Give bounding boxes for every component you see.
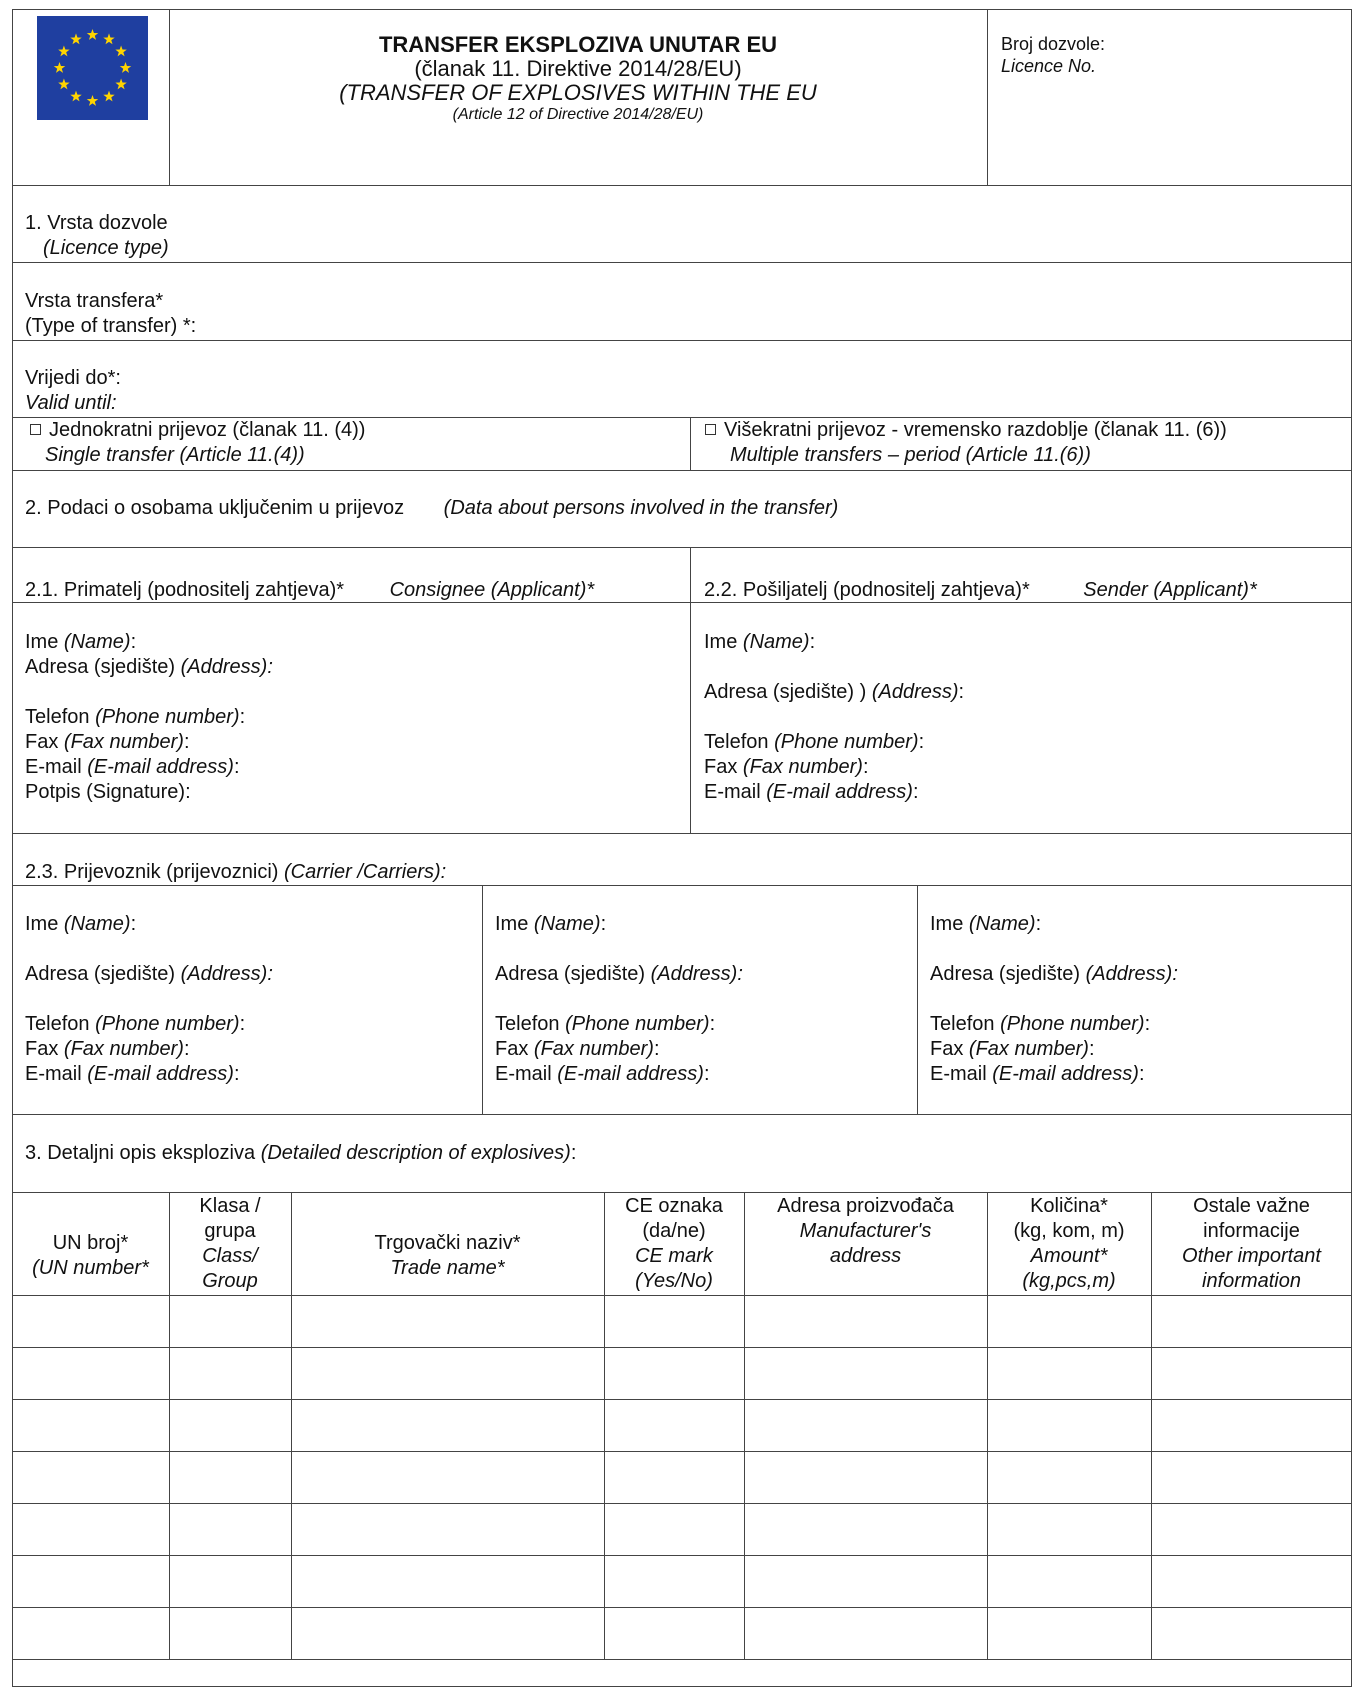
- table-input-cell[interactable]: [604, 1503, 744, 1555]
- table-input-cell[interactable]: [291, 1607, 604, 1659]
- column-header-label-en: Manufacturer's: [799, 1220, 932, 1242]
- multiple-transfer-option[interactable]: [705, 418, 1227, 468]
- divider: [12, 185, 1352, 186]
- email-label-en: (E-mail address): [87, 1063, 234, 1085]
- table-input-cell[interactable]: [12, 1555, 169, 1607]
- email-label: E-mail: [25, 1063, 82, 1085]
- divider: [690, 417, 691, 470]
- consignee-signature-field[interactable]: Potpis (Signature):: [25, 781, 191, 803]
- column-header-label-en: CE mark: [635, 1245, 713, 1267]
- column-header-label: (da/ne): [642, 1220, 706, 1242]
- table-input-cell[interactable]: [987, 1347, 1151, 1399]
- page-subtitle: (članak 11. Direktive 2014/28/EU): [414, 56, 742, 81]
- page-subtitle-en: (Article 12 of Directive 2014/28/EU): [452, 106, 704, 123]
- fax-label-en: (Fax number): [742, 756, 863, 778]
- phone-label: Telefon: [25, 1013, 90, 1035]
- table-input-cell[interactable]: [744, 1555, 987, 1607]
- single-transfer-label: Jednokratni prijevoz (članak 11. (4)): [49, 419, 366, 441]
- column-header-label: UN broj*: [52, 1232, 129, 1254]
- licence-type-label: 1. Vrsta dozvole: [25, 212, 168, 234]
- carrier-title-label-en: (Carrier /Carriers):: [283, 861, 447, 883]
- table-input-cell[interactable]: [12, 1295, 169, 1347]
- table-input-cell[interactable]: [12, 1607, 169, 1659]
- header-divider-right: [987, 9, 988, 185]
- table-input-cell[interactable]: [291, 1347, 604, 1399]
- divider: [917, 885, 918, 1114]
- table-input-cell[interactable]: [291, 1295, 604, 1347]
- address-label-en: (Address): [180, 963, 268, 985]
- table-input-cell[interactable]: [744, 1399, 987, 1451]
- eu-stars-icon: [37, 16, 148, 120]
- name-label-en: (Name): [63, 631, 131, 653]
- table-input-cell[interactable]: [604, 1399, 744, 1451]
- header-title-block: [169, 33, 987, 125]
- name-label-en: (Name): [63, 913, 131, 935]
- table-input-cell[interactable]: [1151, 1347, 1352, 1399]
- column-header-label: informacije: [1203, 1220, 1300, 1242]
- column-header-label-en: Group: [202, 1270, 258, 1292]
- address-label-en: (Address): [650, 963, 738, 985]
- table-input-cell[interactable]: [1151, 1607, 1352, 1659]
- consignee-address-field[interactable]: Adresa (sjedište) (Address):: [25, 656, 273, 678]
- address-label: Adresa (sjedište) ): [704, 681, 867, 703]
- email-label-en: (E-mail address): [87, 756, 234, 778]
- transfer-type-label-en: (Type of transfer) *:: [25, 315, 197, 337]
- licence-number-label: Broj dozvole:: [1001, 34, 1106, 54]
- page-title-en: (TRANSFER OF EXPLOSIVES WITHIN THE EU: [339, 80, 817, 105]
- divider: [12, 470, 1352, 471]
- consignee-title-label: 2.1. Primatelj (podnositelj zahtjeva)*: [25, 579, 345, 601]
- sender-phone-field[interactable]: Telefon (Phone number):: [704, 731, 925, 753]
- column-header-label-en: Class/: [202, 1245, 258, 1267]
- eu-star-icon: [70, 91, 81, 102]
- single-transfer-option[interactable]: [30, 418, 365, 468]
- table-input-cell[interactable]: [987, 1399, 1151, 1451]
- column-header-label: Klasa /: [199, 1195, 261, 1217]
- column-header-label: (kg, kom, m): [1013, 1220, 1125, 1242]
- consignee-title: [25, 578, 594, 603]
- column-header-label-en: Amount*: [1030, 1245, 1108, 1267]
- divider: [12, 885, 1352, 886]
- transfer-type-field[interactable]: [25, 289, 196, 339]
- carrier-title-label: 2.3. Prijevoznik (prijevoznici): [25, 861, 279, 883]
- consignee-block[interactable]: [25, 630, 273, 805]
- consignee-fax-field[interactable]: Fax (Fax number):: [25, 731, 190, 753]
- column-header-label-en: (kg,pcs,m): [1022, 1270, 1116, 1292]
- table-input-cell[interactable]: [987, 1503, 1151, 1555]
- name-label: Ime: [930, 913, 964, 935]
- table-input-cell[interactable]: [744, 1451, 987, 1503]
- table-input-cell[interactable]: [604, 1555, 744, 1607]
- licence-number-label-en: Licence No.: [1001, 56, 1097, 76]
- sender-block[interactable]: [704, 630, 964, 805]
- sender-title-label-en: Sender (Applicant)*: [1083, 579, 1257, 601]
- transfer-type-label: Vrsta transfera*: [25, 290, 164, 312]
- address-label: Adresa (sjedište): [495, 963, 646, 985]
- eu-star-icon: [58, 46, 69, 57]
- name-label-en: (Name): [533, 913, 601, 935]
- name-label: Ime: [495, 913, 529, 935]
- persons-label: 2. Podaci o osobama uključenim u prijevoz: [25, 497, 405, 519]
- multiple-transfer-checkbox[interactable]: [705, 424, 716, 435]
- carrier-2-block[interactable]: Ime (Name): Adresa (sjedište) (Address): Telefon (Phone number): Fax (Fax number): E-mail (E-mail address):: [495, 913, 743, 1085]
- table-input-cell[interactable]: [12, 1399, 169, 1451]
- phone-label-en: (Phone number): [95, 706, 240, 728]
- column-header-label-en: (UN number*: [32, 1257, 149, 1279]
- eu-star-icon: [87, 95, 98, 106]
- table-row-divider: [12, 1659, 1352, 1660]
- fax-label: Fax: [930, 1038, 964, 1060]
- phone-label: Telefon: [930, 1013, 995, 1035]
- divider: [482, 885, 483, 1114]
- column-header-label: Adresa proizvođača: [777, 1195, 954, 1217]
- sender-title-label: 2.2. Pošiljatelj (podnositelj zahtjeva)*: [704, 579, 1030, 601]
- multiple-transfer-label-en: Multiple transfers – period (Article 11.(6)): [730, 444, 1091, 466]
- table-input-cell[interactable]: [12, 1451, 169, 1503]
- table-input-cell[interactable]: [744, 1607, 987, 1659]
- table-header-cell: [12, 1231, 169, 1281]
- address-label: Adresa (sjedište): [25, 963, 176, 985]
- section-1-title: [25, 211, 169, 261]
- table-header-cell: [169, 1194, 291, 1294]
- table-input-cell[interactable]: [291, 1555, 604, 1607]
- column-header-label-en: Other important: [1182, 1245, 1321, 1267]
- table-input-cell[interactable]: [12, 1503, 169, 1555]
- table-input-cell[interactable]: [291, 1503, 604, 1555]
- eu-star-icon: [115, 79, 126, 90]
- table-input-cell[interactable]: [987, 1555, 1151, 1607]
- name-label: Ime: [704, 631, 738, 653]
- table-input-cell[interactable]: [1151, 1555, 1352, 1607]
- table-input-cell[interactable]: [744, 1295, 987, 1347]
- sender-name-field[interactable]: Ime (Name):: [704, 631, 816, 653]
- consignee-name-field[interactable]: Ime (Name):: [25, 631, 137, 653]
- table-input-cell[interactable]: [1151, 1399, 1352, 1451]
- column-header-label: Trgovački naziv*: [374, 1232, 521, 1254]
- table-input-cell[interactable]: [291, 1451, 604, 1503]
- multiple-transfer-label: Višekratni prijevoz - vremensko razdoblje (članak 11. (6)): [724, 419, 1227, 441]
- persons-label-en: (Data about persons involved in the transfer): [443, 497, 839, 519]
- divider: [690, 547, 691, 833]
- valid-until-label: Vrijedi do*:: [25, 367, 121, 389]
- divider: [12, 262, 1352, 263]
- fax-label-en: (Fax number): [533, 1038, 654, 1060]
- table-input-cell[interactable]: [169, 1503, 291, 1555]
- table-input-cell[interactable]: [744, 1347, 987, 1399]
- single-transfer-label-en: Single transfer (Article 11.(4)): [45, 444, 305, 466]
- address-label: Adresa (sjedište): [930, 963, 1081, 985]
- table-input-cell[interactable]: [169, 1399, 291, 1451]
- email-label: E-mail: [495, 1063, 552, 1085]
- table-input-cell[interactable]: [604, 1607, 744, 1659]
- table-input-cell[interactable]: [744, 1503, 987, 1555]
- phone-label-en: (Phone number): [1000, 1013, 1145, 1035]
- email-label: E-mail: [930, 1063, 987, 1085]
- column-header-label-en: (Yes/No): [635, 1270, 713, 1292]
- valid-until-label-en: Valid until:: [25, 392, 117, 414]
- sender-email-field[interactable]: E-mail (E-mail address):: [704, 781, 919, 803]
- table-input-cell[interactable]: [169, 1295, 291, 1347]
- table-input-cell[interactable]: [604, 1451, 744, 1503]
- eu-star-icon: [87, 29, 98, 40]
- licence-number-field[interactable]: [1001, 33, 1105, 77]
- eu-star-icon: [58, 79, 69, 90]
- column-header-label: Količina*: [1030, 1195, 1108, 1217]
- column-header-label: grupa: [204, 1220, 256, 1242]
- table-header-cell: [604, 1194, 744, 1294]
- table-input-cell[interactable]: [169, 1347, 291, 1399]
- table-input-cell[interactable]: [1151, 1451, 1352, 1503]
- eu-star-icon: [103, 33, 114, 44]
- table-input-cell[interactable]: [987, 1607, 1151, 1659]
- name-label-en: (Name): [742, 631, 810, 653]
- table-input-cell[interactable]: [987, 1451, 1151, 1503]
- phone-label-en: (Phone number): [95, 1013, 240, 1035]
- page-title: TRANSFER EKSPLOZIVA UNUTAR EU: [378, 32, 778, 57]
- eu-star-icon: [115, 46, 126, 57]
- column-header-label-en: Trade name*: [390, 1257, 505, 1279]
- fax-label-en: (Fax number): [968, 1038, 1089, 1060]
- column-header-label-en: information: [1202, 1270, 1301, 1292]
- fax-label: Fax: [25, 1038, 59, 1060]
- fax-label: Fax: [704, 756, 738, 778]
- table-input-cell[interactable]: [291, 1399, 604, 1451]
- email-label: E-mail: [25, 756, 82, 778]
- phone-label: Telefon: [704, 731, 769, 753]
- consignee-phone-field[interactable]: Telefon (Phone number):: [25, 706, 246, 728]
- sender-fax-field[interactable]: Fax (Fax number):: [704, 756, 869, 778]
- name-label: Ime: [25, 913, 59, 935]
- table-header-cell: [744, 1194, 987, 1269]
- eu-star-icon: [120, 62, 131, 73]
- table-header-cell: [987, 1194, 1151, 1294]
- email-label: E-mail: [704, 781, 761, 803]
- sender-address-field[interactable]: Adresa (sjedište) ) (Address):: [704, 681, 965, 703]
- email-label-en: (E-mail address): [766, 781, 913, 803]
- section-2-title: [25, 496, 838, 521]
- address-label-en: (Address): [871, 681, 959, 703]
- consignee-title-label-en: Consignee (Applicant)*: [389, 579, 595, 601]
- table-input-cell[interactable]: [604, 1347, 744, 1399]
- email-label-en: (E-mail address): [557, 1063, 704, 1085]
- carrier-3-block[interactable]: Ime (Name): Adresa (sjedište) (Address): Telefon (Phone number): Fax (Fax number): E-mail (E-mail address):: [930, 913, 1178, 1085]
- table-input-cell[interactable]: [1151, 1503, 1352, 1555]
- table-input-cell[interactable]: [169, 1555, 291, 1607]
- column-header-label-en: address: [829, 1245, 902, 1267]
- column-header-label: Ostale važne: [1193, 1195, 1310, 1217]
- address-label-en: (Address): [180, 656, 268, 678]
- eu-star-icon: [70, 33, 81, 44]
- email-label-en: (E-mail address): [992, 1063, 1139, 1085]
- table-input-cell[interactable]: [169, 1607, 291, 1659]
- divider: [12, 833, 1352, 834]
- fax-label: Fax: [25, 731, 59, 753]
- phone-label: Telefon: [25, 706, 90, 728]
- phone-label-en: (Phone number): [774, 731, 919, 753]
- consignee-email-field[interactable]: E-mail (E-mail address):: [25, 756, 240, 778]
- licence-type-label-en: (Licence type): [43, 237, 169, 259]
- column-header-label: CE oznaka: [625, 1195, 723, 1217]
- table-input-cell[interactable]: [1151, 1295, 1352, 1347]
- divider: [12, 1114, 1352, 1115]
- table-input-cell[interactable]: [169, 1451, 291, 1503]
- fax-label: Fax: [495, 1038, 529, 1060]
- eu-star-icon: [54, 62, 65, 73]
- name-label-en: (Name): [968, 913, 1036, 935]
- table-header-cell: [291, 1231, 604, 1281]
- carrier-title: [25, 860, 446, 885]
- address-label: Adresa (sjedište): [25, 656, 176, 678]
- explosives-label-en: (Detailed description of explosives): [260, 1142, 571, 1164]
- name-label: Ime: [25, 631, 59, 653]
- table-header-cell: [1151, 1194, 1352, 1294]
- eu-star-icon: [103, 91, 114, 102]
- address-label-en: (Address): [1085, 963, 1173, 985]
- table-input-cell[interactable]: [604, 1295, 744, 1347]
- fax-label-en: (Fax number): [63, 1038, 184, 1060]
- phone-label-en: (Phone number): [565, 1013, 710, 1035]
- explosives-label: 3. Detaljni opis eksploziva: [25, 1142, 256, 1164]
- divider: [12, 547, 1352, 548]
- table-input-cell[interactable]: [987, 1295, 1151, 1347]
- carrier-1-block[interactable]: Ime (Name): Adresa (sjedište) (Address): Telefon (Phone number): Fax (Fax number): E-mail (E-mail address):: [25, 913, 273, 1085]
- fax-label-en: (Fax number): [63, 731, 184, 753]
- table-input-cell[interactable]: [12, 1347, 169, 1399]
- sender-title: [704, 578, 1257, 603]
- section-3-title: 3. Detaljni opis eksploziva (Detailed description of explosives):: [25, 1142, 577, 1164]
- single-transfer-checkbox[interactable]: [30, 424, 41, 435]
- divider: [12, 340, 1352, 341]
- eu-flag-icon: [37, 16, 148, 120]
- valid-until-field[interactable]: [25, 366, 121, 416]
- divider: [12, 602, 1352, 603]
- phone-label: Telefon: [495, 1013, 560, 1035]
